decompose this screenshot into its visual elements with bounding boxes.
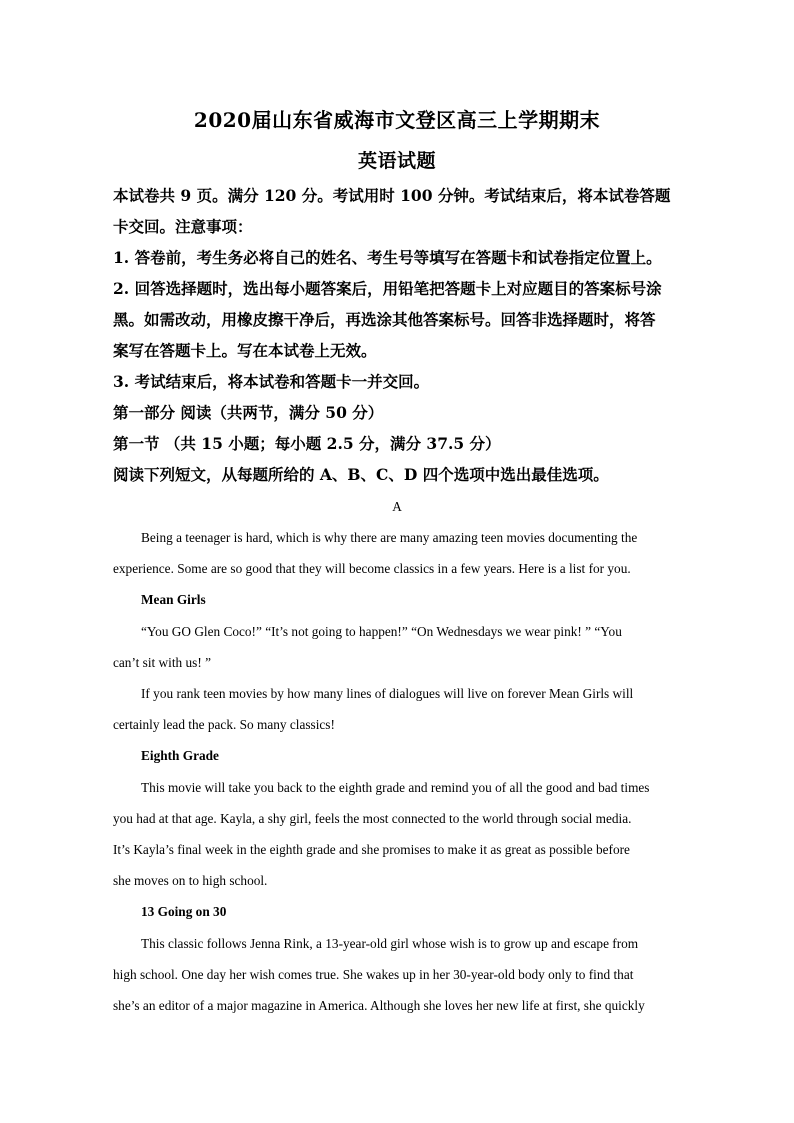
instructions-item-2-line1: 2. 回答选择题时，选出每小题答案后，用铅笔把答题卡上对应题目的答案标号涂 [113, 279, 662, 298]
mean-girls-p1-line1: “You GO Glen Coco!” “It’s not going to happen!” “On Wednesdays we wear pink! ” “You [141, 624, 622, 639]
mean-girls-p1-line2: can’t sit with us! ” [113, 655, 211, 670]
eighth-grade-line4: she moves on to high school. [113, 873, 268, 888]
thirteen-going-on-30-line1: This classic follows Jenna Rink, a 13-year-old girl whose wish is to grow up and escape from [141, 936, 639, 951]
movie-heading-mean-girls: Mean Girls [141, 592, 206, 607]
section-directions: 阅读下列短文，从每题所给的 A、B、C、D 四个选项中选出最佳选项。 [113, 465, 609, 484]
passage-intro-line2: experience. Some are so good that they will become classics in a few years. Here is a list for you. [113, 561, 631, 576]
mean-girls-p2-line1: If you rank teen movies by how many lines of dialogues will live on forever Mean Girls will [141, 686, 634, 701]
eighth-grade-line1: This movie will take you back to the eighth grade and remind you of all the good and bad times [141, 780, 650, 795]
section-heading: 第一节 （共 15 小题；每小题 2.5 分，满分 37.5 分） [113, 434, 501, 453]
eighth-grade-line3: It’s Kayla’s final week in the eighth grade and she promises to make it as great as possible before [113, 842, 630, 857]
instructions-intro-line2: 卡交回。注意事项： [113, 217, 253, 236]
page-subtitle: 英语试题 [357, 150, 436, 172]
movie-heading-eighth-grade: Eighth Grade [141, 748, 219, 763]
instructions-item-2-line2: 黑。如需改动，用橡皮擦干净后，再选涂其他答案标号。回答非选择题时，将答 [113, 310, 656, 329]
eighth-grade-line2: you had at that age. Kayla, a shy girl, feels the most connected to the world through social media. [113, 811, 632, 826]
instructions-intro-line1: 本试卷共 9 页。满分 120 分。考试用时 100 分钟。考试结束后，将本试卷答题 [113, 186, 671, 205]
mean-girls-p2-line2: certainly lead the pack. So many classics! [113, 717, 335, 732]
instructions-item-1: 1. 答卷前，考生务必将自己的姓名、考生号等填写在答题卡和试卷指定位置上。 [113, 248, 662, 267]
passage-letter: A [392, 499, 402, 514]
instructions-item-3: 3. 考试结束后，将本试卷和答题卡一并交回。 [113, 372, 430, 391]
page-title: 2020届山东省威海市文登区高三上学期期末 [193, 108, 601, 132]
instructions-item-2-line3: 案写在答题卡上。写在本试卷上无效。 [113, 341, 377, 360]
movie-heading-13-going-on-30: 13 Going on 30 [141, 904, 227, 919]
part-heading: 第一部分 阅读（共两节，满分 50 分） [113, 403, 384, 422]
thirteen-going-on-30-line3: she’s an editor of a major magazine in America. Although she loves her new life at first, she quickly [113, 998, 645, 1013]
passage-intro-line1: Being a teenager is hard, which is why there are many amazing teen movies documenting the [141, 530, 638, 545]
thirteen-going-on-30-line2: high school. One day her wish comes true. She wakes up in her 30-year-old body only to find that [113, 967, 634, 982]
